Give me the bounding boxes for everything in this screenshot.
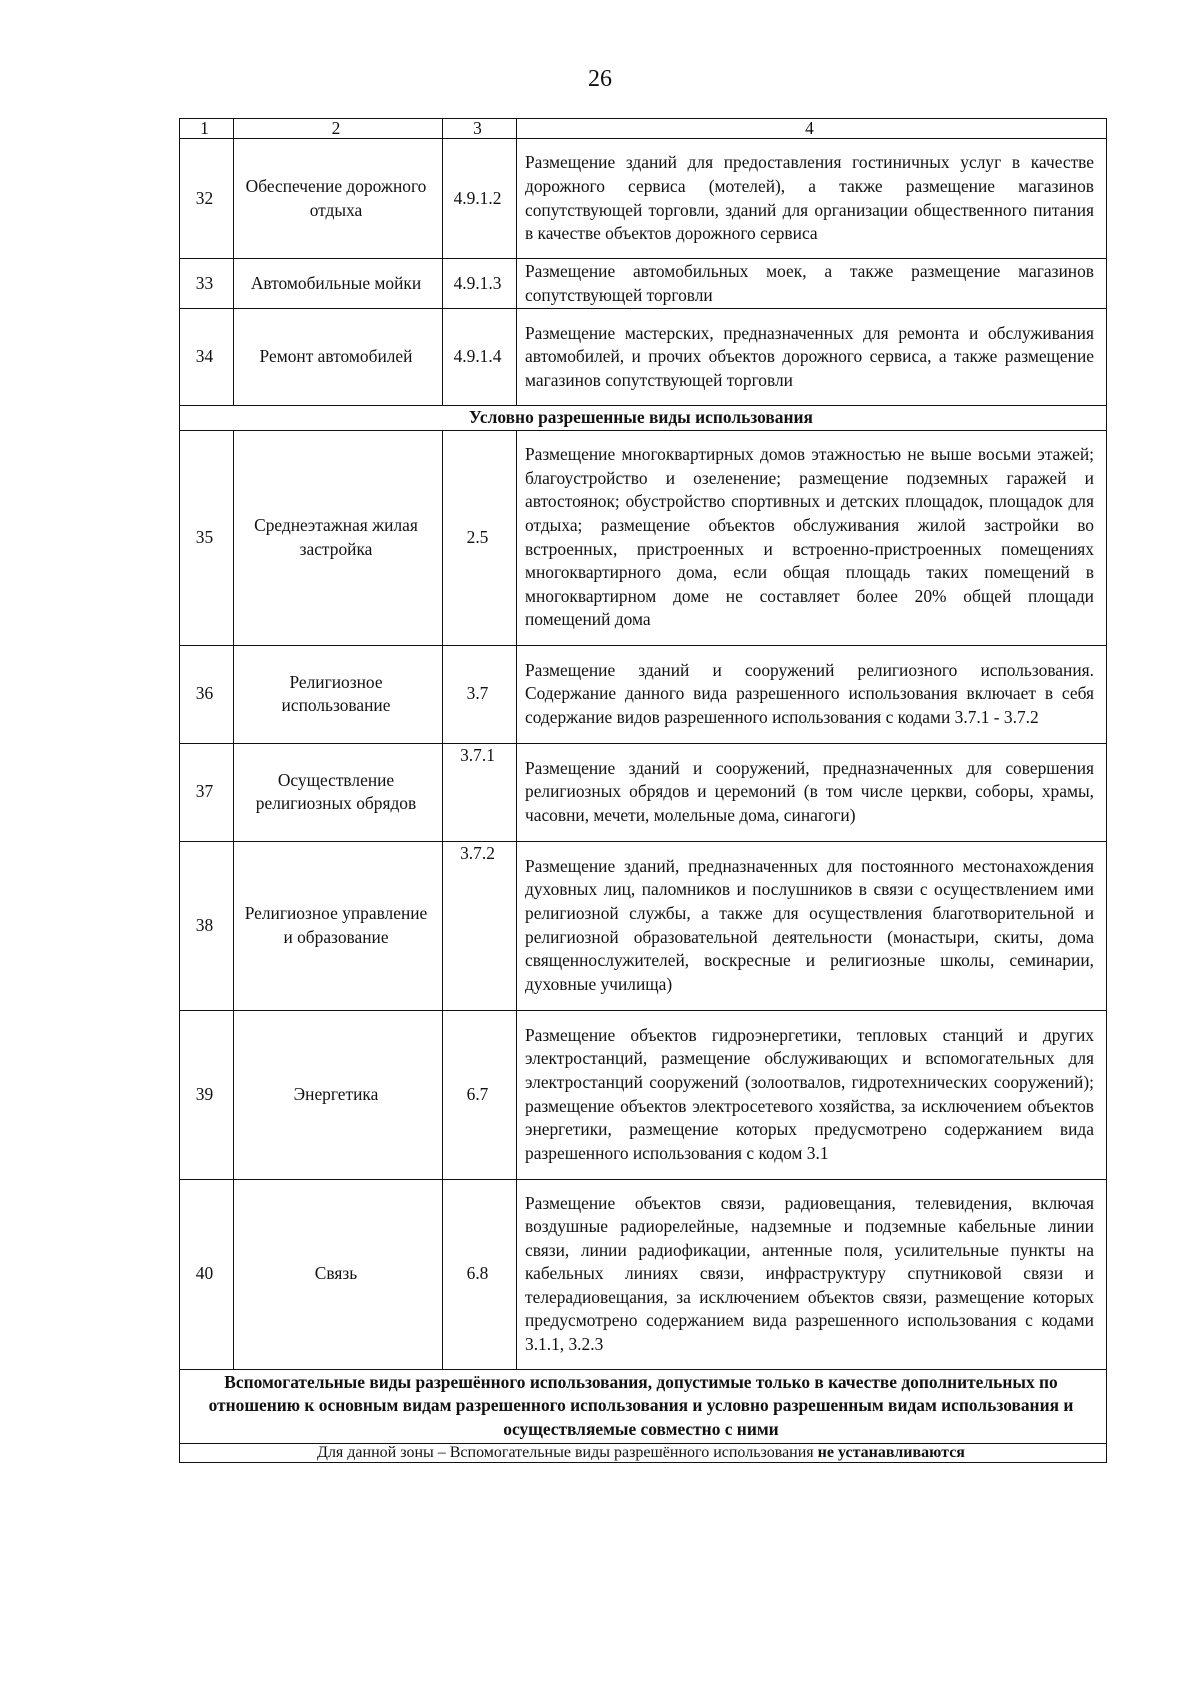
use-code: 3.7.1 — [443, 743, 517, 841]
use-code: 6.8 — [443, 1179, 517, 1369]
row-number: 38 — [180, 841, 234, 1010]
row-number: 40 — [180, 1179, 234, 1369]
row-number: 33 — [180, 259, 234, 309]
table-row — [180, 1179, 1107, 1369]
row-number: 34 — [180, 309, 234, 406]
footnote-text: Для данной зоны – Вспомогательные виды разрешённого использования — [317, 1443, 814, 1461]
use-name: Энергетика — [234, 1010, 443, 1179]
table-row — [180, 1010, 1107, 1179]
header-col-2: 2 — [234, 119, 443, 139]
section-row-conditional — [180, 406, 1107, 431]
use-name: Осуществление религиозных обрядов — [234, 743, 443, 841]
use-name: Автомобильные мойки — [234, 259, 443, 309]
table-row — [180, 430, 1107, 645]
header-col-4: 4 — [517, 119, 1107, 139]
row-number: 36 — [180, 645, 234, 743]
footnote-row — [180, 1443, 1107, 1462]
section-row-auxiliary — [180, 1369, 1107, 1443]
page-number: 26 — [588, 66, 612, 92]
table-row — [180, 259, 1107, 309]
use-code: 2.5 — [443, 430, 517, 645]
table-row — [180, 645, 1107, 743]
use-name: Религиозное использование — [234, 645, 443, 743]
use-name: Религиозное управление и образование — [234, 841, 443, 1010]
use-name: Обеспечение дорожного отдыха — [234, 139, 443, 259]
header-col-1: 1 — [180, 119, 234, 139]
use-name: Связь — [234, 1179, 443, 1369]
row-number: 32 — [180, 139, 234, 259]
use-description: Размещение зданий и сооружений религиозного использования. Содержание данного вида разрешенного использования включает в себя содержание видов разрешенного использования с кодами 3.7.1 - 3.7.2 — [517, 645, 1107, 743]
table-row — [180, 139, 1107, 259]
use-code: 4.9.1.2 — [443, 139, 517, 259]
use-description: Размещение автомобильных моек, а также размещение магазинов сопутствующей торговли — [517, 259, 1107, 309]
table-header-row — [180, 119, 1107, 139]
footnote-bold: не устанавливаются — [817, 1443, 965, 1461]
header-col-3: 3 — [443, 119, 517, 139]
use-name: Ремонт автомобилей — [234, 309, 443, 406]
section-title-auxiliary: Вспомогательные виды разрешённого использования, допустимые только в качестве дополнительных по отношению к основным видам разрешенного использования и условно разрешенным видам использования и осуществляемые совместно с ними — [180, 1369, 1107, 1443]
land-use-table — [179, 118, 1107, 1463]
use-description: Размещение зданий для предоставления гостиничных услуг в качестве дорожного сервиса (мотелей), а также размещение магазинов сопутствующей торговли, зданий для организации общественного питания в качестве объектов дорожного сервиса — [517, 139, 1107, 259]
use-description: Размещение многоквартирных домов этажностью не выше восьми этажей; благоустройство и озеленение; размещение подземных гаражей и автостоянок; обустройство спортивных и детских площадок, площадок для отдыха; размещение объектов обслуживания жилой застройки во встроенных, пристроенных и встроенно-пристроенных помещениях многоквартирного дома, если общая площадь таких помещений в многоквартирном доме не составляет более 20% общей площади помещений дома — [517, 430, 1107, 645]
row-number: 37 — [180, 743, 234, 841]
use-description: Размещение объектов гидроэнергетики, тепловых станций и других электростанций, размещение обслуживающих и вспомогательных для электростанций сооружений (золоотвалов, гидротехнических сооружений); размещение объектов электросетевого хозяйства, за исключением объектов энергетики, размещение которых предусмотрено содержанием вида разрешенного использования с кодом 3.1 — [517, 1010, 1107, 1179]
use-code: 4.9.1.3 — [443, 259, 517, 309]
auxiliary-footnote — [180, 1443, 1107, 1462]
section-title-conditional: Условно разрешенные виды использования — [180, 406, 1107, 431]
table-row — [180, 841, 1107, 1010]
use-description: Размещение объектов связи, радиовещания, телевидения, включая воздушные радиорелейные, надземные и подземные кабельные линии связи, линии радиофикации, антенные поля, усилительные пункты на кабельных линиях связи, инфраструктуру спутниковой связи и телерадиовещания, за исключением объектов связи, размещение которых предусмотрено содержанием вида разрешенного использования с кодами 3.1.1, 3.2.3 — [517, 1179, 1107, 1369]
use-description: Размещение зданий и сооружений, предназначенных для совершения религиозных обрядов и церемоний (в том числе церкви, соборы, храмы, часовни, мечети, молельные дома, синагоги) — [517, 743, 1107, 841]
use-code: 3.7.2 — [443, 841, 517, 1010]
table-row — [180, 743, 1107, 841]
row-number: 39 — [180, 1010, 234, 1179]
use-code: 3.7 — [443, 645, 517, 743]
use-name: Среднеэтажная жилая застройка — [234, 430, 443, 645]
use-description: Размещение мастерских, предназначенных для ремонта и обслуживания автомобилей, и прочих объектов дорожного сервиса, а также размещение магазинов сопутствующей торговли — [517, 309, 1107, 406]
use-description: Размещение зданий, предназначенных для постоянного местонахождения духовных лиц, паломников и послушников в связи с осуществлением ими религиозной службы, а также для осуществления благотворительной и религиозной образовательной деятельности (монастыри, скиты, дома священнослужителей, воскресные и религиозные школы, семинарии, духовные училища) — [517, 841, 1107, 1010]
table-row — [180, 309, 1107, 406]
use-code: 6.7 — [443, 1010, 517, 1179]
use-code: 4.9.1.4 — [443, 309, 517, 406]
row-number: 35 — [180, 430, 234, 645]
